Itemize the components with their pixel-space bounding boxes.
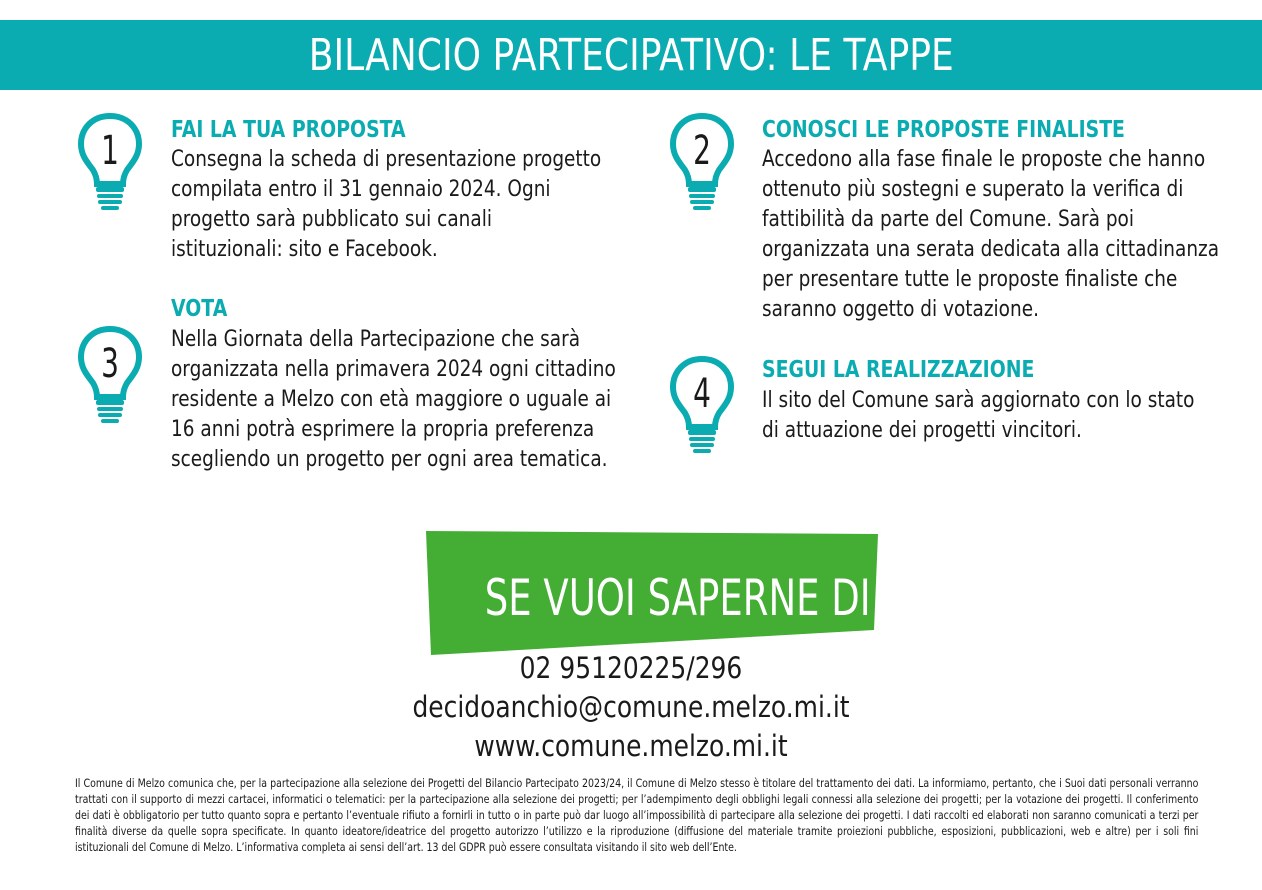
website-link[interactable]: www.comune.melzo.mi.it (474, 729, 788, 763)
lightbulb-icon (669, 112, 735, 222)
more-info-heading: SE VUOI SAPERNE DI PIÙ (484, 569, 943, 627)
step-number: 2 (693, 128, 711, 175)
step-title: FAI LA TUA PROPOSTA (171, 117, 406, 143)
lightbulb-icon (77, 112, 143, 222)
more-info-banner (426, 531, 943, 655)
step-text: Nella Giornata della Partecipazione che sarà organizzata nella primavera 2024 ogni cittadino residente a Melzo con età maggiore o uguale ai 16 anni potrà esprimere la propria preferenza scegliendo un progetto per ogni area tematica. (171, 327, 616, 472)
step-number: 1 (101, 128, 119, 175)
step-title: VOTA (171, 296, 228, 322)
step-title: CONOSCI LE PROPOSTE FINALISTE (762, 117, 1125, 143)
step-text: Accedono alla fase finale le proposte che hanno ottenuto più sostegni e superato la verifica di fattibilità da parte del Comune. Sarà poi organizzata una serata dedicata alla cittadinanza per presentare tutte le proposte finaliste che saranno oggetto di votazione. (762, 147, 1220, 322)
step-text: Il sito del Comune sarà aggiornato con lo stato di attuazione dei progetti vincitori. (762, 388, 1195, 443)
step-text: Consegna la scheda di presentazione progetto compilata entro il 31 gennaio 2024. Ogni progetto sarà pubblicato sui canali istituzionali: sito e Facebook. (171, 147, 602, 262)
lightbulb-icon (77, 325, 143, 435)
page-title: BILANCIO PARTECIPATIVO: LE TAPPE (308, 29, 954, 81)
step-title: SEGUI LA REALIZZAZIONE (762, 357, 1035, 383)
step-number: 3 (101, 341, 119, 388)
privacy-notice: Il Comune di Melzo comunica che, per la partecipazione alla selezione dei Progetti del Bilancio Partecipato 2023/24, il Comune di Melzo stesso è titolare del trattamento dei dati. La informiamo, pertanto, che i Suoi dati personali verranno trattati con il supporto di mezzi cartacei, informatici o telematici: per la partecipazione alla selezione dei progetti; per l’adempimento degli obblighi legali connessi alla selezione dei progetti; per la votazione dei progetti. Il conferimento dei dati è obbligatorio per tutto quanto sopra e pertanto l’eventuale rifiuto a fornirli in tutto o in parte può dar luogo all’impossibilità di partecipare alla selezione dei progetti. I dati raccolti ed elaborati non saranno comunicati a terzi per finalità diverse da quelle sopra specificate. In quanto ideatore/ideatrice del progetto autorizzo l’utilizzo e la riproduzione (diffusione del materiale tramite proiezioni pubbliche, esposizioni, pubblicazioni, web e altre) per i soli fini istituzionali del Comune di Melzo. L’informativa completa ai sensi dell’art. 13 del GDPR può essere consultata visitando il sito web dell’Ente. (75, 776, 1199, 854)
phone-number: 02 95120225/296 (519, 651, 743, 685)
step-number: 4 (693, 371, 711, 418)
header-banner (0, 20, 1262, 90)
email-link[interactable]: decidoanchio@comune.melzo.mi.it (412, 690, 850, 724)
lightbulb-icon (669, 355, 735, 465)
